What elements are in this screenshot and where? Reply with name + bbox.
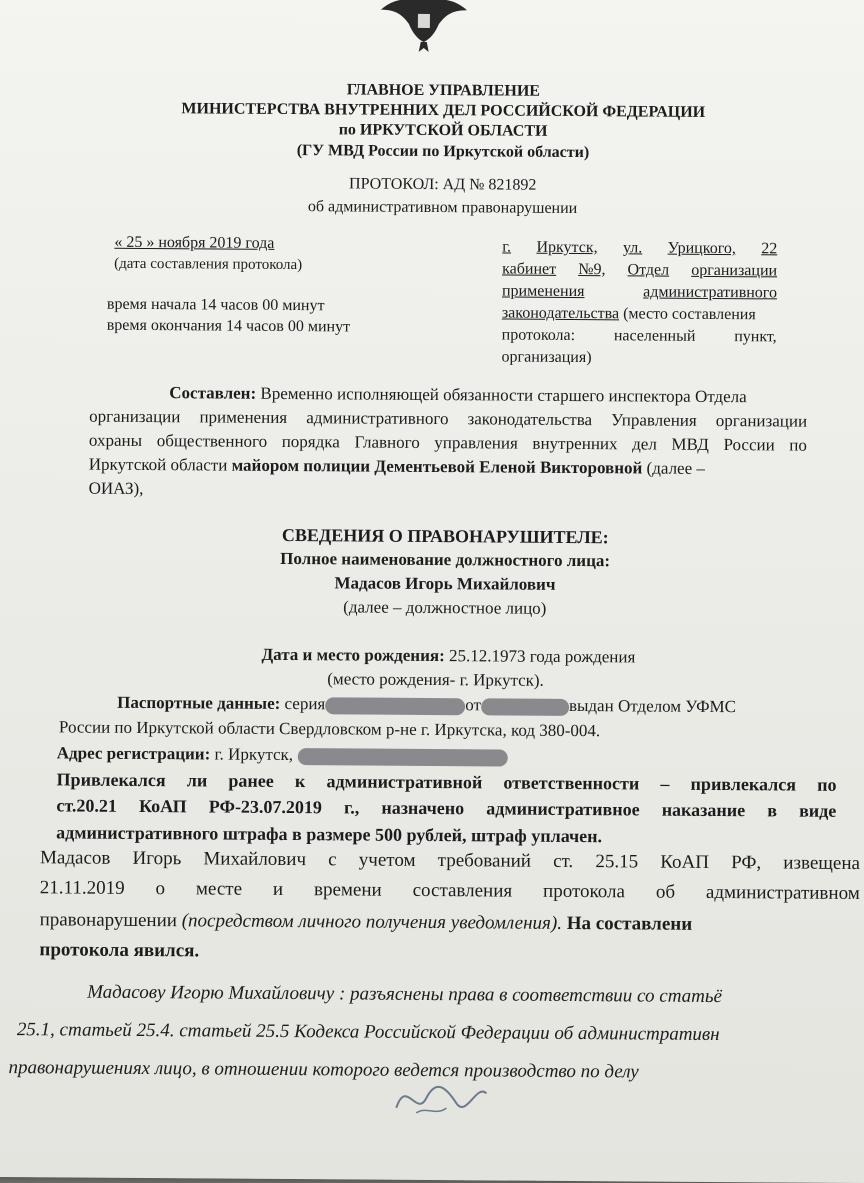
rights-line-3: правонарушениях лицо, в отношении которого ведется производство по делу [8,1057,639,1083]
header-line-1: ГЛАВНОЕ УПРАВЛЕНИЕ [346,81,541,100]
notice-word: и [272,878,284,900]
redacted-passport-date [481,698,569,716]
composed-text: (далее – [642,458,706,478]
prior-line-2 [56,795,836,821]
place-word: Урицкого, [667,239,736,258]
notice-word: РФ, [731,852,762,874]
notice-word: месте [195,878,243,900]
prior-word: КоАП [138,795,187,817]
prior-word: РФ-23.07.2019 [208,796,323,818]
prior-word: Привлекался [56,769,166,791]
notice-word: составления [412,879,513,902]
birth-place: (место рождения- г. Иркутск). [327,669,544,690]
place-word: №9, [578,261,606,279]
prior-word: ст.20.21 [56,795,117,816]
passport-line-2: России по Иркутской области Свердловском р-не г. Иркутска, код 380-004. [58,717,601,741]
address-value: г. Иркутск, [210,744,294,765]
composed-line-5: ОИАЗ), [88,478,144,498]
notice-word: учетом [358,849,416,871]
prior-word: ответственности [503,772,640,794]
notice-line-4: протокола явился. [39,939,200,962]
notice-word: времени [313,879,382,901]
place-line-1 [502,238,777,258]
header-line-4: (ГУ МВД России по Иркутской области) [296,142,590,162]
prior-word: ли [186,770,208,791]
notice-method: (посредством личного получения уведомления). [181,910,563,934]
notice-word: административном [705,881,860,905]
prior-word: наказание [661,799,746,821]
end-time: время окончания 14 часов 00 минут [106,316,351,336]
prior-line-3: административного штрафа в размере 500 рублей, штраф уплачен. [56,822,603,847]
place-word: пункт, [734,328,777,346]
place-word: административного [643,283,778,302]
place-line-6: организация) [501,348,592,367]
place-line-5 [502,326,777,346]
redacted-address [297,748,507,766]
place-word: применения [501,282,585,301]
notice-appearance: На составлени [561,912,693,935]
notice-word: о [155,878,166,900]
address-label: Адрес регистрации: [56,743,211,764]
rights-line-2: 25.1, статьей 25.4. статьей 25.5 Кодекса Российской Федерации об административн [16,1019,720,1046]
prior-word: г., [344,797,360,818]
start-time: время начала 14 часов 00 минут [106,295,325,315]
notice-word: об [655,881,676,903]
birth-value: 25.12.1973 года рождения [444,646,636,667]
notice-word: Игорь [132,847,182,870]
prior-word: в [767,800,778,821]
offender-heading: СВЕДЕНИЯ О ПРАВОНАРУШИТЕЛЕ: [281,524,609,548]
place-word: 22 [761,240,778,258]
prior-word: к [294,771,306,792]
double-headed-eagle-emblem-icon [369,0,480,60]
place-word: населенный [613,327,696,345]
notice-line-3 [40,909,693,936]
place-word: Иркутск, [536,238,598,257]
composed-label: Составлен: [169,383,257,403]
passport-issued: выдан Отделом УФМС [568,695,737,717]
place-word: Отдел [627,261,670,279]
notice-text: правонарушении [39,909,182,932]
place-word: г. [502,238,512,256]
notice-word: требований [437,850,532,872]
place-word: кабинет [502,260,557,278]
place-word: организации [691,261,778,280]
composed-line-4 [89,455,705,479]
notice-word: 25.15 [595,851,639,873]
rights-name: Мадасову Игорю Михайловичу [87,981,335,1005]
notice-line-2 [40,877,860,905]
notice-word: Мадасов [39,847,111,869]
place-line-2 [502,260,777,280]
offender-name: Мадасов Игорь Михайлович [334,573,556,594]
protocol-date: « 25 » ноября 2019 года [114,233,275,252]
prior-word: по [817,774,837,795]
birth-label: Дата и место рождения: [261,644,445,666]
notice-word: КоАП [660,851,710,873]
composed-text: Временно исполняющей обязанности старшего инспектора Отдела [260,383,747,407]
prior-word: – [660,773,670,794]
place-line-3 [502,282,777,302]
notice-word: извещена [783,852,861,875]
rights-text: : разъяснены права в соответствии со статьё [334,983,723,1008]
notice-word: ст. [553,850,574,873]
prior-word: административной [326,771,483,793]
place-underlined: законодательства [501,304,620,323]
composed-line-3: охраны общественного порядка Главного управления внутренних дел МВД России по [88,430,808,455]
composed-line-1 [169,383,747,407]
place-line-4 [502,304,756,324]
notice-word: 21.11.2019 [39,877,125,899]
passport-label: Паспортные данные: [117,692,281,713]
place-word: ул. [622,239,643,257]
protocol-title: ПРОТОКОЛ: АД № 821892 [349,175,537,194]
prior-word: привлекался [690,773,797,795]
prior-word: виде [799,800,837,821]
birth-line [261,645,635,668]
notice-word: протокола [543,880,626,903]
passport-series-label: серия [280,693,326,714]
handwritten-signature-icon [386,1068,496,1129]
header-line-2: МИНИСТЕРСТВА ВНУТРЕННИХ ДЕЛ РОССИЙСКОЙ ФЕДЕРАЦИИ [181,100,706,121]
address-line [57,743,508,766]
date-caption: (дата составления протокола) [114,255,303,274]
header-line-3: по ИРКУТСКОЙ ОБЛАСТИ [338,121,548,140]
passport-line-1 [117,693,736,717]
notice-line-1 [40,847,860,875]
prior-word: назначено [381,797,465,819]
prior-word: административное [486,798,640,820]
offender-alias: (далее – должностное лицо) [343,597,547,618]
place-word: протокола: [501,326,576,345]
passport-from-label: от [465,695,482,715]
prior-word: ранее [228,770,274,791]
notice-word: Михайлович [203,848,307,871]
composed-line-2: организации применения административного законодательства Управления организации [89,406,808,431]
redacted-passport-series [325,697,465,715]
protocol-subtitle: об административном правонарушении [307,198,578,218]
officer-name: майором полиции Дементьевой Еленой Викторовной [231,455,643,478]
composed-text: Иркутской области [88,454,232,475]
prior-line-1 [57,769,837,795]
offender-subheading: Полное наименование должностного лица: [280,548,611,571]
place-caption: (место составления [619,305,756,324]
notice-word: с [328,849,337,871]
rights-line-1 [87,982,722,1008]
